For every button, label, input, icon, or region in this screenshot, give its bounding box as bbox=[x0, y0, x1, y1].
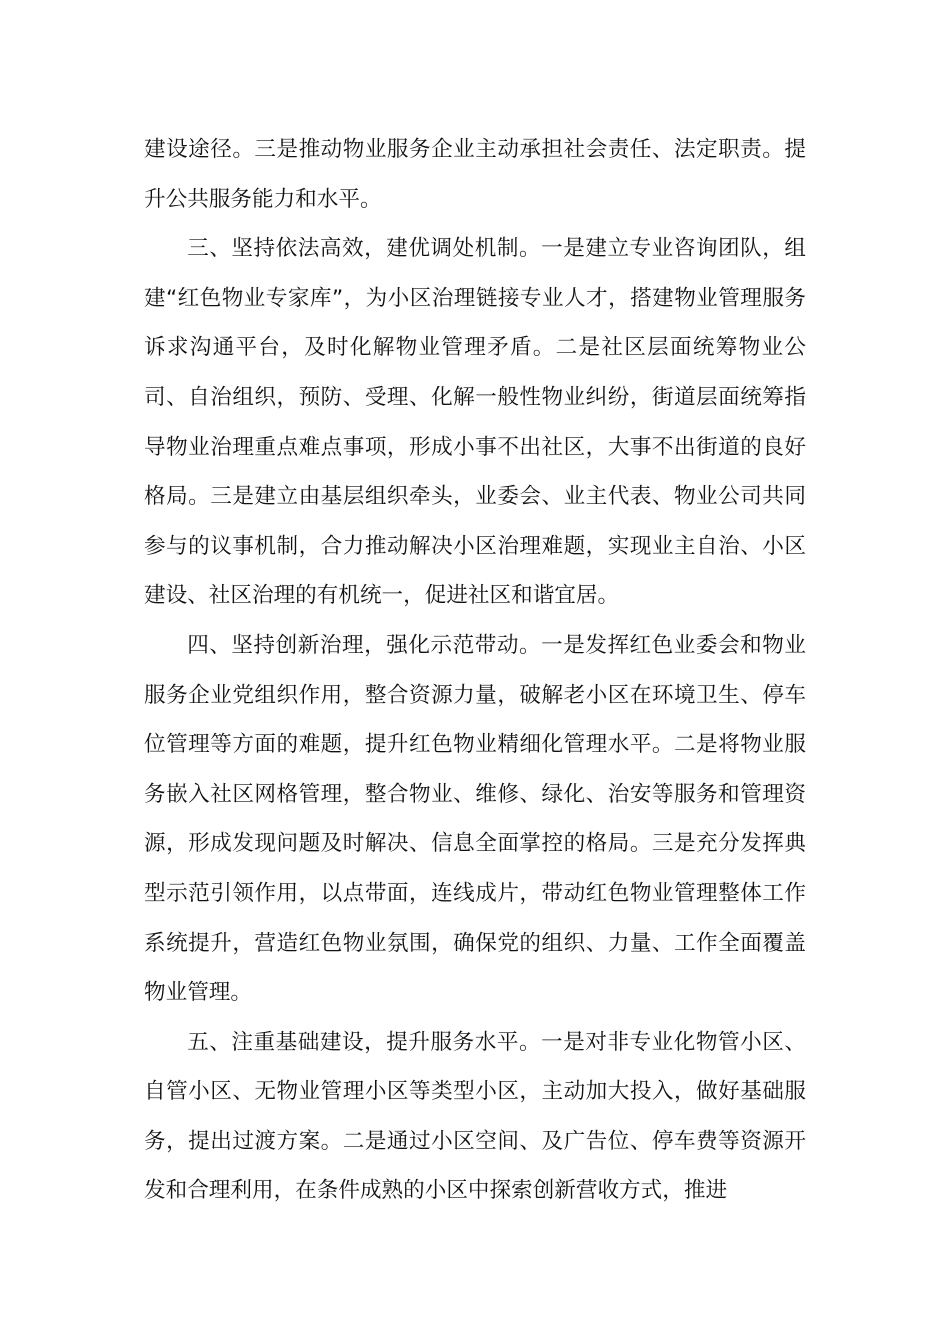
paragraph-section-four: 四、坚持创新治理，强化示范带动。一是发挥红色业委会和物业服务企业党组织作用，整合资源力量，破解老小区在环境卫生、停车位管理等方面的难题，提升红色物业精细化管理水平。二是将物业服务嵌入社区网格管理，整合物业、维修、绿化、治安等服务和管理资源，形成发现问题及时解决、信息全面掌控的格局。三是充分发挥典型示范引领作用，以点带面，连线成片，带动红色物业管理整体工作系统提升，营造红色物业氛围，确保党的组织、力量、工作全面覆盖物业管理。 bbox=[144, 632, 806, 1006]
document-body bbox=[144, 125, 806, 1216]
paragraph-section-five: 五、注重基础建设，提升服务水平。一是对非专业化物管小区、自管小区、无物业管理小区等类型小区，主动加大投入，做好基础服务，提出过渡方案。二是通过小区空间、及广告位、停车费等资源开发和合理利用，在条件成熟的小区中探索创新营收方式，推进 bbox=[144, 1029, 806, 1204]
paragraph-continuation: 建设途径。三是推动物业服务企业主动承担社会责任、法定职责。提升公共服务能力和水平。 bbox=[144, 137, 806, 212]
paragraph-section-three: 三、坚持依法高效，建优调处机制。一是建立专业咨询团队，组建“红色物业专家库”，为小区治理链接专业人才，搭建物业管理服务诉求沟通平台，及时化解物业管理矛盾。二是社区层面统筹物业公司、自治组织，预防、受理、化解一般性物业纠纷，街道层面统筹指导物业治理重点难点事项，形成小事不出社区，大事不出街道的良好格局。三是建立由基层组织牵头，业委会、业主代表、物业公司共同参与的议事机制，合力推动解决小区治理难题，实现业主自治、小区建设、社区治理的有机统一，促进社区和谐宜居。 bbox=[144, 236, 806, 609]
